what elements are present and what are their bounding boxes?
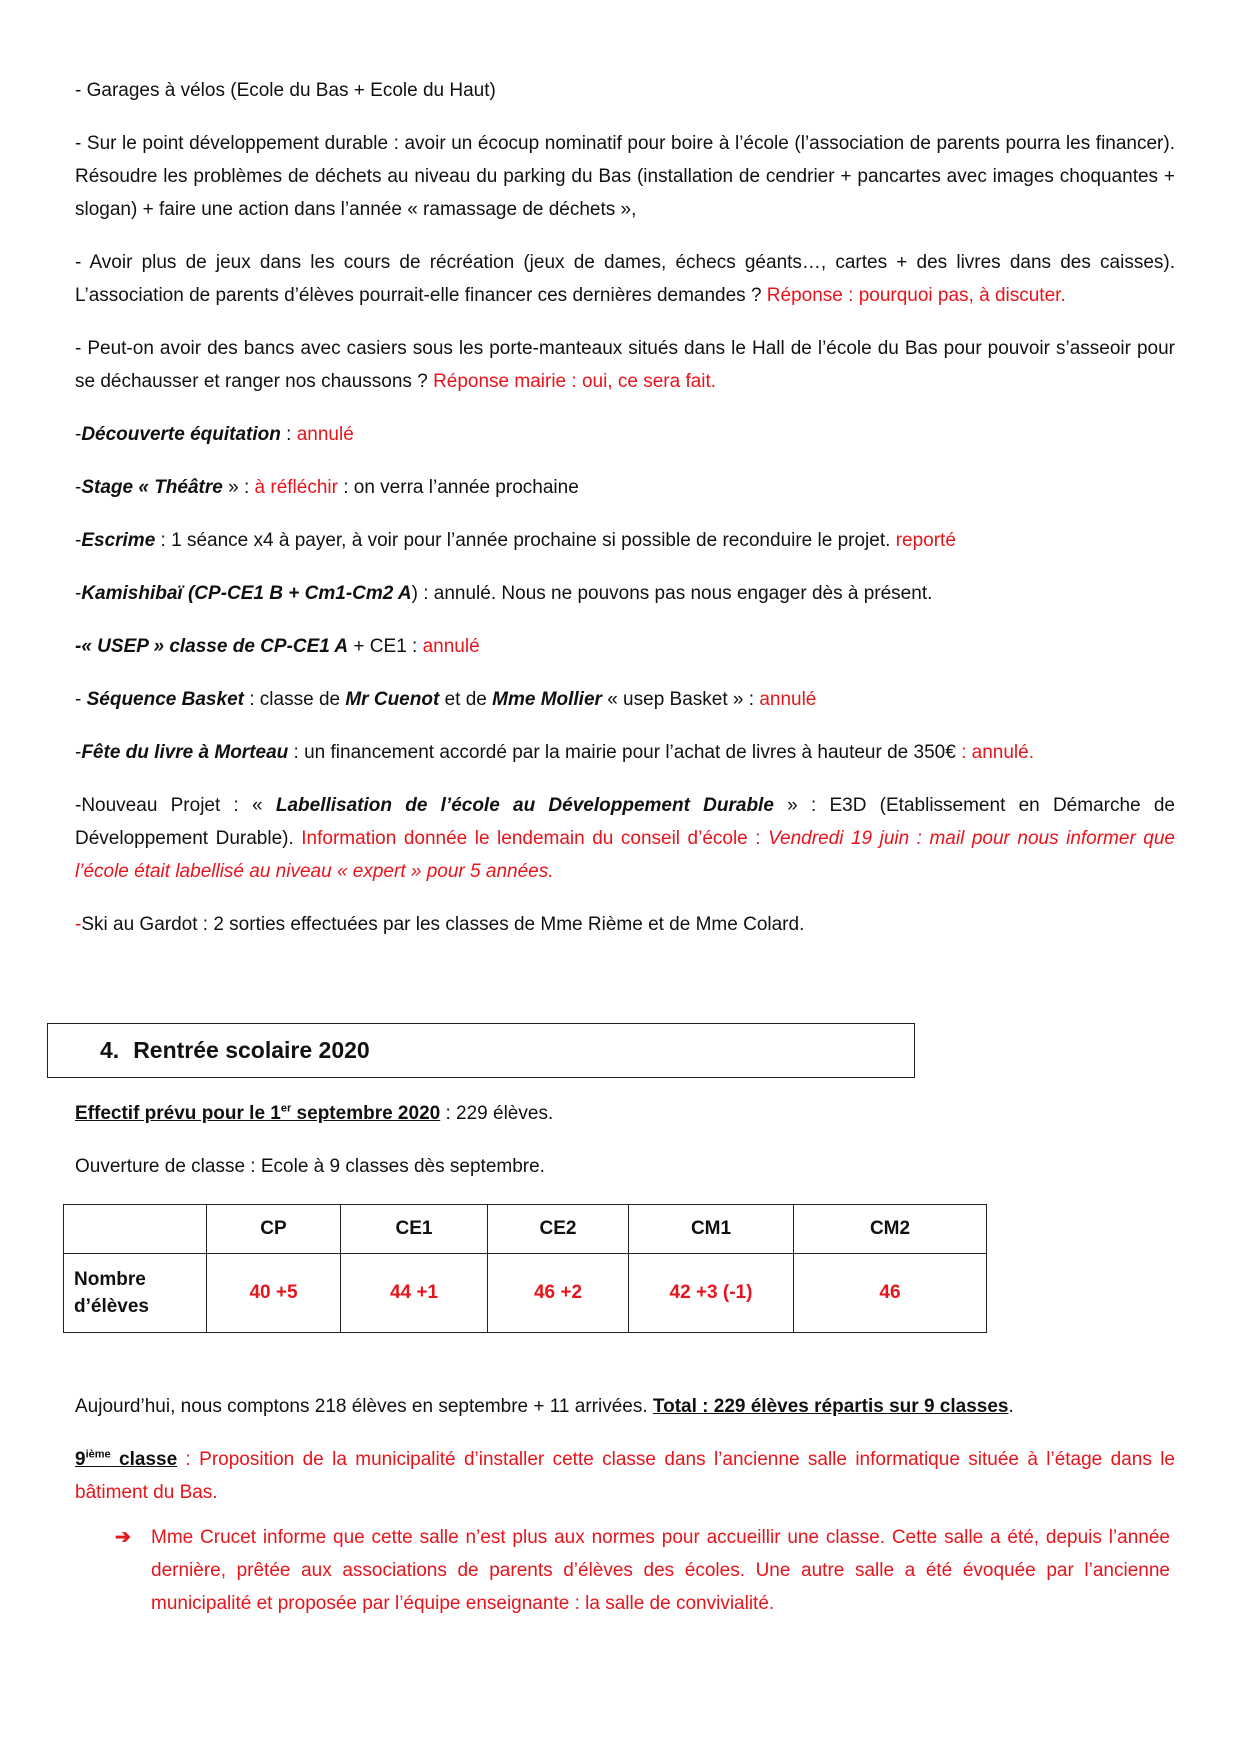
basket-teacher-2: Mme Mollier <box>492 689 602 710</box>
item-kamishibai: -Kamishibaï (CP-CE1 B + Cm1-Cm2 A) : annulé. Nous ne pouvons pas nous engager dès à présent. <box>75 583 933 604</box>
meeting-notes-body <box>75 74 1175 961</box>
ouverture-line: Ouverture de classe : Ecole à 9 classes dès septembre. <box>75 1156 545 1177</box>
paragraph-bike-garages: - Garages à vélos (Ecole du Bas + Ecole du Haut) <box>75 80 496 101</box>
item-basket: - Séquence Basket : classe de Mr Cuenot et de Mme Mollier « usep Basket » : annulé <box>75 689 817 710</box>
table-header-ce1: CE1 <box>341 1205 488 1254</box>
equitation-title: Découverte équitation <box>81 424 281 445</box>
aujourdhui-total: Total : 229 élèves répartis sur 9 classes <box>652 1396 1009 1417</box>
table-row-label: Nombre d’élèves <box>64 1254 207 1333</box>
table-cell-ce1: 44 +1 <box>341 1254 488 1333</box>
theatre-status: à réfléchir <box>254 477 338 498</box>
escrime-title: Escrime <box>81 530 156 551</box>
games-answer: Réponse : pourquoi pas, à discuter. <box>766 285 1066 306</box>
theatre-mid: » : <box>222 477 255 498</box>
neuvieme-classe-paragraph <box>75 1443 1175 1509</box>
item-fete-du-livre: -Fête du livre à Morteau : un financement accordé par la mairie pour l’achat de livres à hauteur de 350€ : annulé. <box>75 742 1034 763</box>
fete-text: : un financement accordé par la mairie pour l’achat de livres à hauteur de 350€ <box>288 742 962 763</box>
item-usep <box>75 630 1175 663</box>
table-header-cp: CP <box>207 1205 341 1254</box>
games-request: - Avoir plus de jeux dans les cours de récréation (jeux de dames, échecs géants…, cartes + des livres dans des caisses). L’association de parents d’élèves pourrait-elle financer ces dernières demandes ? <box>75 252 1175 306</box>
neuvieme-label: 9ième classe <box>75 1448 178 1470</box>
kamishibai-title: Kamishibaï (CP-CE1 B + Cm1-Cm2 A <box>81 583 412 604</box>
escrime-status: reporté <box>895 530 956 551</box>
arrow-note <box>115 1521 1170 1620</box>
projet-info: Information donnée le lendemain du conseil d’école : <box>301 828 769 849</box>
table-cell-cp: 40 +5 <box>207 1254 341 1333</box>
neuvieme-sep: : <box>177 1449 200 1470</box>
basket-text-2: et de <box>439 689 493 710</box>
projet-desc: » : E3D (Etablissement en Démarche de Développement Durable). <box>75 795 1175 849</box>
section-heading-box <box>47 1023 915 1078</box>
benches-request: - Peut-on avoir des bancs avec casiers sous les porte-manteaux situés dans le Hall de l’école du Bas pour pouvoir s’asseoir pour se déchausser et ranger nos chaussons ? <box>75 338 1175 392</box>
basket-teacher-1: Mr Cuenot <box>345 689 440 710</box>
item-nouveau-projet <box>75 789 1175 888</box>
basket-title: Séquence Basket <box>86 689 244 710</box>
paragraph-benches <box>75 332 1175 398</box>
arrow-right-icon: ➔ <box>115 1527 131 1548</box>
effectif-line <box>75 1097 1175 1130</box>
table-header-cm1: CM1 <box>629 1205 794 1254</box>
projet-intro: -Nouveau Projet : « <box>75 795 276 816</box>
aujourdhui-end: . <box>1008 1396 1014 1417</box>
aujourdhui-text: Aujourd’hui, nous comptons 218 élèves en septembre + 11 arrivées. <box>75 1396 653 1417</box>
item-theatre: -Stage « Théâtre » : à réfléchir : on verra l’année prochaine <box>75 477 579 498</box>
section-title <box>100 1034 370 1066</box>
table-corner-cell <box>64 1205 207 1254</box>
aujourdhui-line <box>75 1390 1175 1423</box>
table-header-row <box>64 1205 987 1254</box>
item-escrime: -Escrime : 1 séance x4 à payer, à voir pour l’année prochaine si possible de reconduire le projet. reporté <box>75 530 956 551</box>
equitation-separator: : <box>280 424 297 445</box>
paragraph-playground-games <box>75 246 1175 312</box>
paragraph-sustainable-development: - Sur le point développement durable : avoir un écocup nominatif pour boire à l’école (l’association de parents pourra les financer). Résoudre les problèmes de déchets au niveau du parking du Bas (installation de cendrier + pancartes avec images choquantes + slogan) + faire une action dans l’année « ramassage de déchets », <box>75 133 1175 220</box>
section-title-text: Rentrée scolaire 2020 <box>133 1037 370 1063</box>
table-header-cm2: CM2 <box>794 1205 987 1254</box>
fete-title: Fête du livre à Morteau <box>81 742 289 763</box>
theatre-title: Stage « Théâtre <box>81 477 223 498</box>
benches-answer: Réponse mairie : oui, ce sera fait. <box>433 371 717 392</box>
table-cell-cm1: 42 +3 (-1) <box>629 1254 794 1333</box>
kamishibai-text: ) : annulé. Nous ne pouvons pas nous engager dès à présent. <box>411 583 933 604</box>
ski-text: Ski au Gardot : 2 sorties effectuées par les classes de Mme Rième et de Mme Colard. <box>81 914 805 935</box>
table-cell-cm2: 46 <box>794 1254 987 1333</box>
escrime-text: : 1 séance x4 à payer, à voir pour l’année prochaine si possible de reconduire le projet. <box>155 530 896 551</box>
item-equitation: -Découverte équitation : annulé <box>75 424 354 445</box>
projet-title: Labellisation de l’école au Développement Durable <box>275 795 774 816</box>
projet-info-detail: Vendredi 19 juin : mail pour nous informer que l’école était labellisé au niveau « expert » pour 5 années. <box>75 828 1175 882</box>
theatre-rest: : on verra l’année prochaine <box>337 477 579 498</box>
effectif-label: Effectif prévu pour le 1er septembre 2020 <box>75 1102 441 1124</box>
usep-title: -« USEP » classe de CP-CE1 A <box>75 636 349 657</box>
basket-text-3: « usep Basket » : <box>601 689 760 710</box>
class-count-table <box>63 1204 987 1333</box>
table-cell-ce2: 46 +2 <box>488 1254 629 1333</box>
usep-mid: + CE1 : <box>348 636 423 657</box>
item-ski: -Ski au Gardot : 2 sorties effectuées par les classes de Mme Rième et de Mme Colard. <box>75 914 805 935</box>
arrow-note-text: Mme Crucet informe que cette salle n’est plus aux normes pour accueillir une classe. Cette salle a été, depuis l’année dernière, prêtée aux associations de parents d’élèves des écoles. Une autre salle a été évoquée par l’ancienne municipalité et proposée par l’équipe enseignante : la salle de convivialité. <box>151 1527 1170 1614</box>
basket-text-1: : classe de <box>243 689 346 710</box>
fete-status: : annulé. <box>961 742 1034 763</box>
section-number: 4. <box>100 1037 120 1063</box>
usep-status: annulé <box>422 636 480 657</box>
table-header-ce2: CE2 <box>488 1205 629 1254</box>
equitation-status: annulé <box>296 424 354 445</box>
table-row <box>64 1254 987 1333</box>
basket-status: annulé <box>759 689 817 710</box>
effectif-value: : 229 élèves. <box>440 1103 554 1124</box>
neuvieme-proposal: Proposition de la municipalité d’installer cette classe dans l’ancienne salle informatique située à l’étage dans le bâtiment du Bas. <box>75 1449 1175 1503</box>
